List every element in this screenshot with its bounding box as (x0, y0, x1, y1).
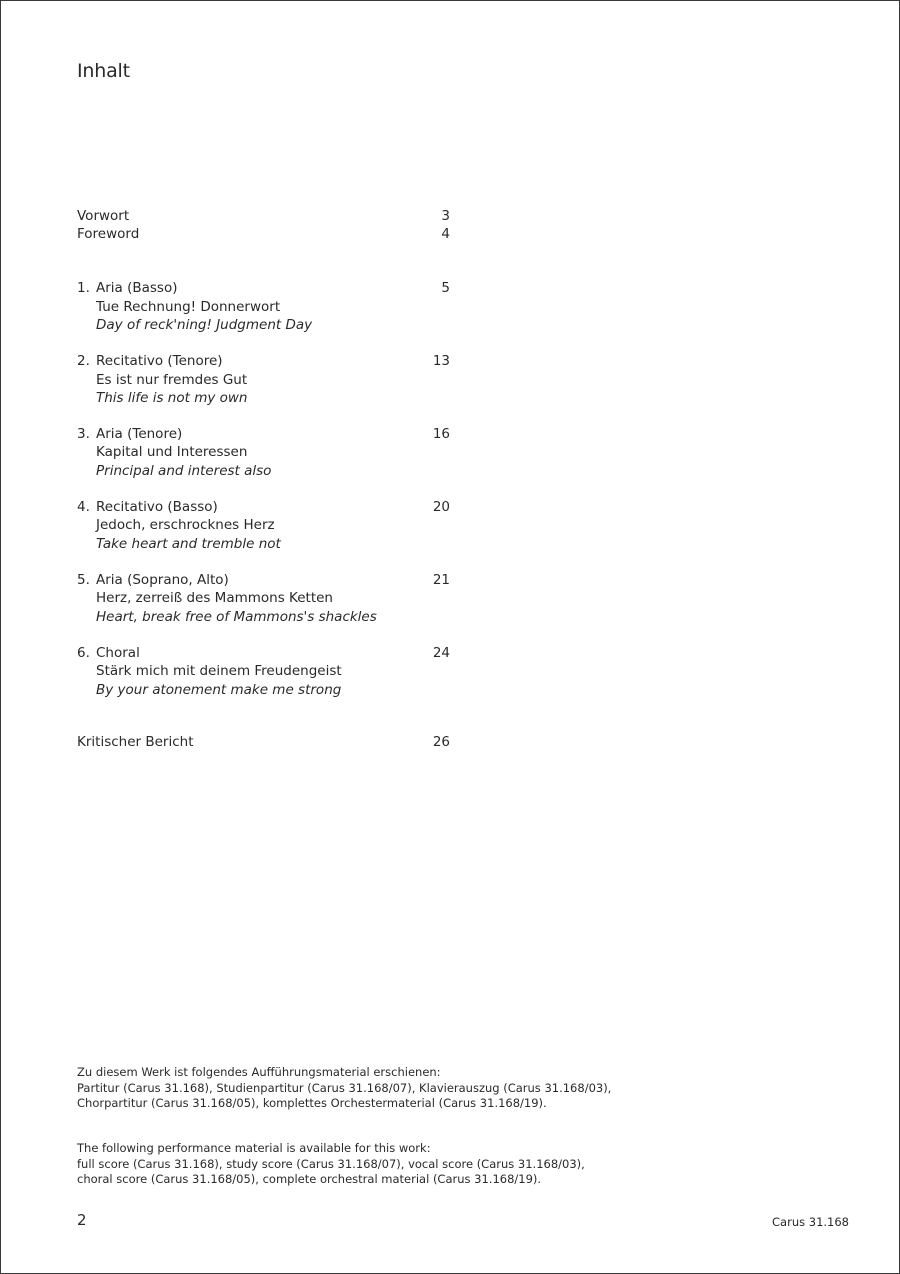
movement-type: Recitativo (Basso) (96, 499, 218, 516)
movement-type: Aria (Soprano, Alto) (96, 572, 229, 589)
table-of-contents (77, 207, 457, 751)
performance-material-en (77, 1141, 797, 1188)
toc-page: 26 (432, 734, 450, 751)
toc-label: Vorwort (77, 208, 130, 224)
movement-type: Recitativo (Tenore) (96, 353, 223, 370)
page-title: Inhalt (77, 60, 130, 82)
movement-number: 5. (77, 572, 90, 589)
footer-page-number: 2 (77, 1211, 87, 1229)
movement-page: 21 (432, 572, 450, 589)
movement-title-en: Day of reck'ning! Judgment Day (96, 316, 313, 333)
toc-label: Foreword (77, 226, 140, 243)
material-line: full score (Carus 31.168), study score (Carus 31.168/07), vocal score (Carus 31.168/03), (77, 1156, 585, 1171)
material-line: Zu diesem Werk ist folgendes Aufführungsmaterial erschienen: (77, 1065, 441, 1079)
toc-movement-2 (77, 352, 457, 407)
movement-page: 20 (432, 499, 450, 516)
movement-title-en: Principal and interest also (96, 462, 272, 479)
toc-page: 4 (441, 226, 450, 243)
toc-row-kritischer-bericht (77, 733, 457, 751)
movement-type: Choral (96, 645, 140, 662)
movement-page: 24 (432, 645, 450, 662)
toc-page: 3 (441, 208, 450, 224)
material-line: Partitur (Carus 31.168), Studienpartitur (Carus 31.168/07), Klavierauszug (Carus 31.168/03), (77, 1080, 612, 1095)
movement-title-de: Es ist nur fremdes Gut (96, 371, 248, 388)
movement-title-de: Kapital und Interessen (96, 444, 248, 461)
toc-movement-5 (77, 571, 457, 626)
toc-movement-3 (77, 425, 457, 480)
movement-title-de: Jedoch, erschrocknes Herz (96, 517, 275, 534)
movement-title-en: This life is not my own (96, 389, 248, 406)
movement-page: 5 (441, 280, 450, 297)
movement-title-en: Heart, break free of Mammons's shackles (96, 608, 377, 625)
material-line: The following performance material is available for this work: (77, 1141, 431, 1155)
movement-type: Aria (Tenore) (96, 426, 183, 443)
material-line: Chorpartitur (Carus 31.168/05), komplettes Orchestermaterial (Carus 31.168/19). (77, 1096, 547, 1110)
performance-material-de (77, 1065, 797, 1112)
movement-title-en: Take heart and tremble not (96, 535, 281, 552)
movement-title-en: By your atonement make me strong (96, 681, 342, 698)
movement-number: 1. (77, 280, 90, 297)
toc-movement-6 (77, 644, 457, 699)
movement-page: 16 (432, 426, 450, 443)
toc-label: Kritischer Bericht (77, 734, 194, 751)
material-line: choral score (Carus 31.168/05), complete orchestral material (Carus 31.168/19). (77, 1172, 542, 1186)
toc-movement-4 (77, 498, 457, 553)
movement-number: 2. (77, 353, 90, 370)
movement-number: 6. (77, 645, 90, 662)
movement-title-de: Tue Rechnung! Donnerwort (96, 298, 281, 315)
movement-page: 13 (432, 353, 450, 370)
footer-catalog-number: Carus 31.168 (772, 1215, 849, 1229)
toc-movement-1 (77, 279, 457, 334)
movement-number: 3. (77, 426, 90, 443)
movement-title-de: Herz, zerreiß des Mammons Ketten (96, 590, 333, 607)
toc-row-foreword (77, 225, 457, 243)
toc-row-vorwort (77, 207, 457, 225)
movement-number: 4. (77, 499, 90, 516)
movement-type: Aria (Basso) (96, 280, 178, 297)
movement-title-de: Stärk mich mit deinem Freudengeist (96, 663, 342, 680)
